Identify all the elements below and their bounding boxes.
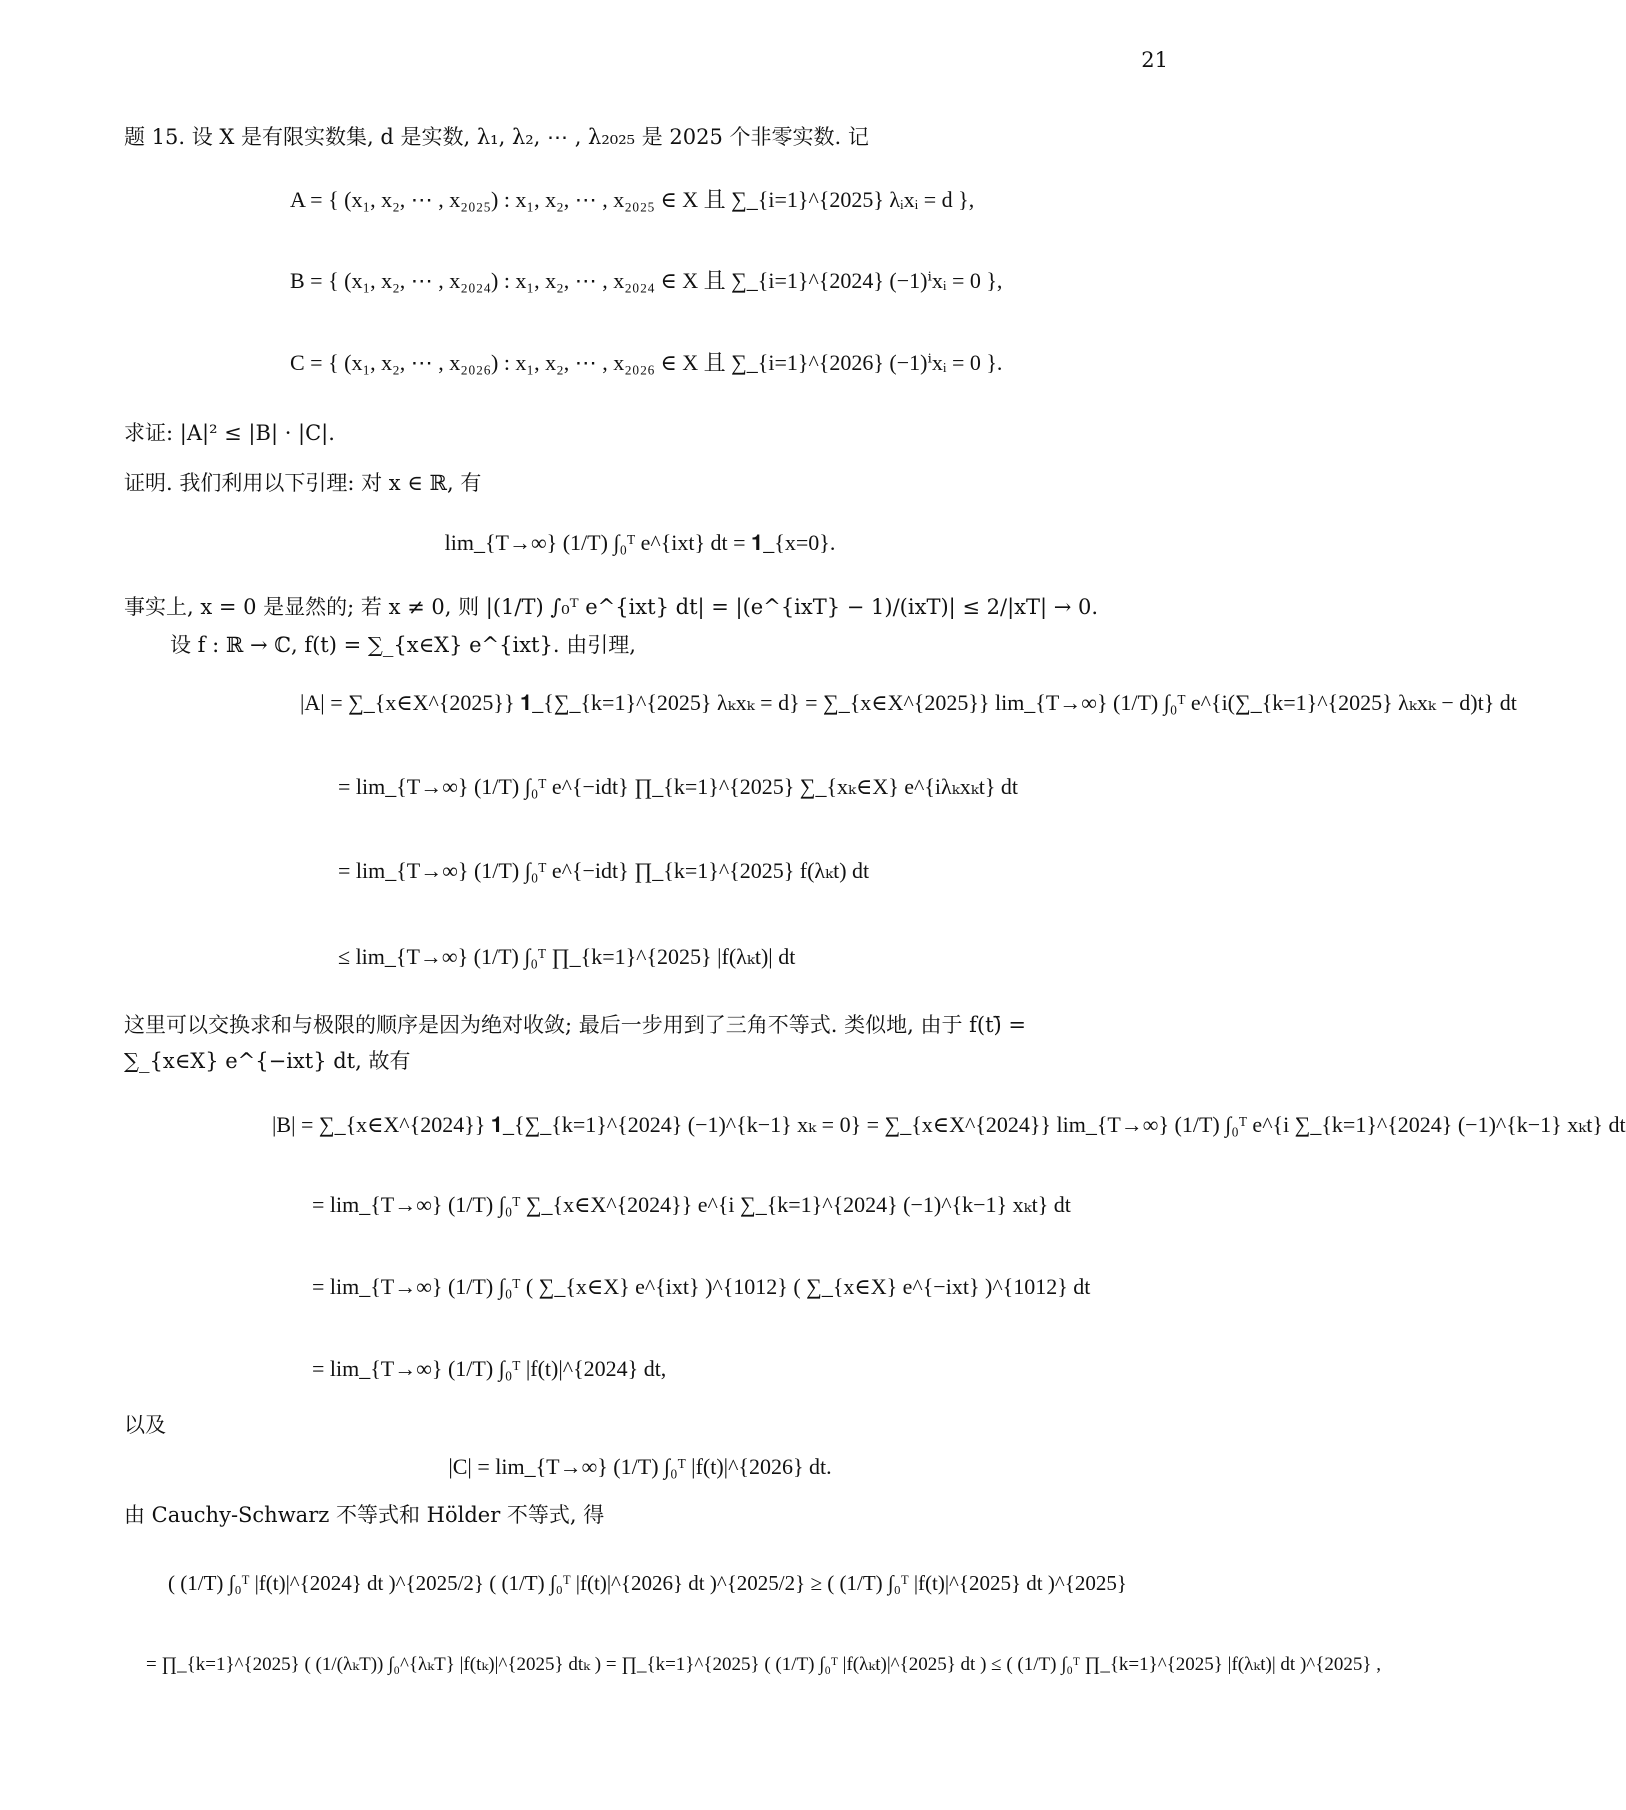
set-c-definition: C = { (x₁, x₂, ⋯ , x₂₀₂₆) : x₁, x₂, ⋯ , x₂₀₂₆ ∈ X 且 ∑_{i=1}^{2026} (−1)ⁱxᵢ = 0 }. bbox=[290, 350, 1003, 375]
page-number: 21 bbox=[1141, 48, 1168, 72]
remark-line-2: ∑_{x∈X} e^{−ixt} dt, 故有 bbox=[124, 1049, 411, 1073]
b-equation-line-2: = lim_{T→∞} (1/T) ∫₀ᵀ ∑_{x∈X^{2024}} e^{i ∑_{k=1}^{2024} (−1)^{k−1} xₖt} dt bbox=[312, 1192, 1071, 1217]
b-equation-line-4: = lim_{T→∞} (1/T) ∫₀ᵀ |f(t)|^{2024} dt, bbox=[312, 1356, 667, 1381]
problem-statement: 题 15. 设 X 是有限实数集, d 是实数, λ₁, λ₂, ⋯ , λ₂₀₂₅ 是 2025 个非零实数. 记 bbox=[124, 125, 869, 149]
define-f: 设 f : ℝ → ℂ, f(t) = ∑_{x∈X} e^{ixt}. 由引理, bbox=[170, 633, 636, 657]
c-formula: |C| = lim_{T→∞} (1/T) ∫₀ᵀ |f(t)|^{2026} dt. bbox=[448, 1454, 832, 1479]
b-equation-line-1: |B| = ∑_{x∈X^{2024}} 𝟏_{∑_{k=1}^{2024} (−1)^{k−1} xₖ = 0} = ∑_{x∈X^{2024}} lim_{T→∞} (1/T) ∫₀ᵀ e^{i ∑_{k=1}^{2024} (−1)^{k−1} xₖt} dt bbox=[272, 1112, 1626, 1137]
proof-intro: 证明. 我们利用以下引理: 对 x ∈ ℝ, 有 bbox=[124, 471, 482, 495]
set-b-definition: B = { (x₁, x₂, ⋯ , x₂₀₂₄) : x₁, x₂, ⋯ , x₂₀₂₄ ∈ X 且 ∑_{i=1}^{2024} (−1)ⁱxᵢ = 0 }, bbox=[290, 268, 1003, 293]
lemma-proof: 事实上, x = 0 是显然的; 若 x ≠ 0, 则 |(1/T) ∫₀ᵀ e^{ixt} dt| = |(e^{ixT} − 1)/(ixT)| ≤ 2/|xT| → 0. bbox=[124, 595, 1099, 619]
lemma-formula: lim_{T→∞} (1/T) ∫₀ᵀ e^{ixt} dt = 𝟏_{x=0}. bbox=[444, 530, 836, 555]
a-equation-line-2: = lim_{T→∞} (1/T) ∫₀ᵀ e^{−idt} ∏_{k=1}^{2025} ∑_{xₖ∈X} e^{iλₖxₖt} dt bbox=[338, 774, 1019, 799]
a-equation-line-3: = lim_{T→∞} (1/T) ∫₀ᵀ e^{−idt} ∏_{k=1}^{2025} f(λₖt) dt bbox=[338, 858, 870, 883]
b-equation-line-3: = lim_{T→∞} (1/T) ∫₀ᵀ ( ∑_{x∈X} e^{ixt} )^{1012} ( ∑_{x∈X} e^{−ixt} )^{1012} dt bbox=[312, 1274, 1091, 1299]
inequalities-intro: 由 Cauchy-Schwarz 不等式和 Hölder 不等式, 得 bbox=[124, 1503, 605, 1527]
inequality-line-1: ( (1/T) ∫₀ᵀ |f(t)|^{2024} dt )^{2025/2} ( (1/T) ∫₀ᵀ |f(t)|^{2026} dt )^{2025/2} ≥ ( (1/T) ∫₀ᵀ |f(t)|^{2025} dt )^{2025} bbox=[168, 1571, 1127, 1595]
a-equation-line-4: ≤ lim_{T→∞} (1/T) ∫₀ᵀ ∏_{k=1}^{2025} |f(λₖt)| dt bbox=[338, 944, 796, 969]
remark-line-1: 这里可以交换求和与极限的顺序是因为绝对收敛; 最后一步用到了三角不等式. 类似地, 由于 f(t)̄ = bbox=[124, 1013, 1026, 1037]
inequality-line-2: = ∏_{k=1}^{2025} ( (1/(λₖT)) ∫₀^{λₖT} |f(tₖ)|^{2025} dtₖ ) = ∏_{k=1}^{2025} ( (1/T) ∫₀ᵀ |f(λₖt)|^{2025} dt ) ≤ ( (1/T) ∫₀ᵀ ∏_{k=1}^{2025} |f(λₖt)| dt )^{2025} , bbox=[146, 1654, 1381, 1675]
a-equation-line-1: |A| = ∑_{x∈X^{2025}} 𝟏_{∑_{k=1}^{2025} λₖxₖ = d} = ∑_{x∈X^{2025}} lim_{T→∞} (1/T) ∫₀ᵀ e^{i(∑_{k=1}^{2025} λₖxₖ − d)t} dt bbox=[300, 690, 1517, 715]
and-text: 以及 bbox=[124, 1413, 166, 1437]
set-a-definition: A = { (x₁, x₂, ⋯ , x₂₀₂₅) : x₁, x₂, ⋯ , x₂₀₂₅ ∈ X 且 ∑_{i=1}^{2025} λᵢxᵢ = d }, bbox=[290, 187, 975, 212]
goal-statement: 求证: |A|² ≤ |B| · |C|. bbox=[124, 421, 335, 445]
